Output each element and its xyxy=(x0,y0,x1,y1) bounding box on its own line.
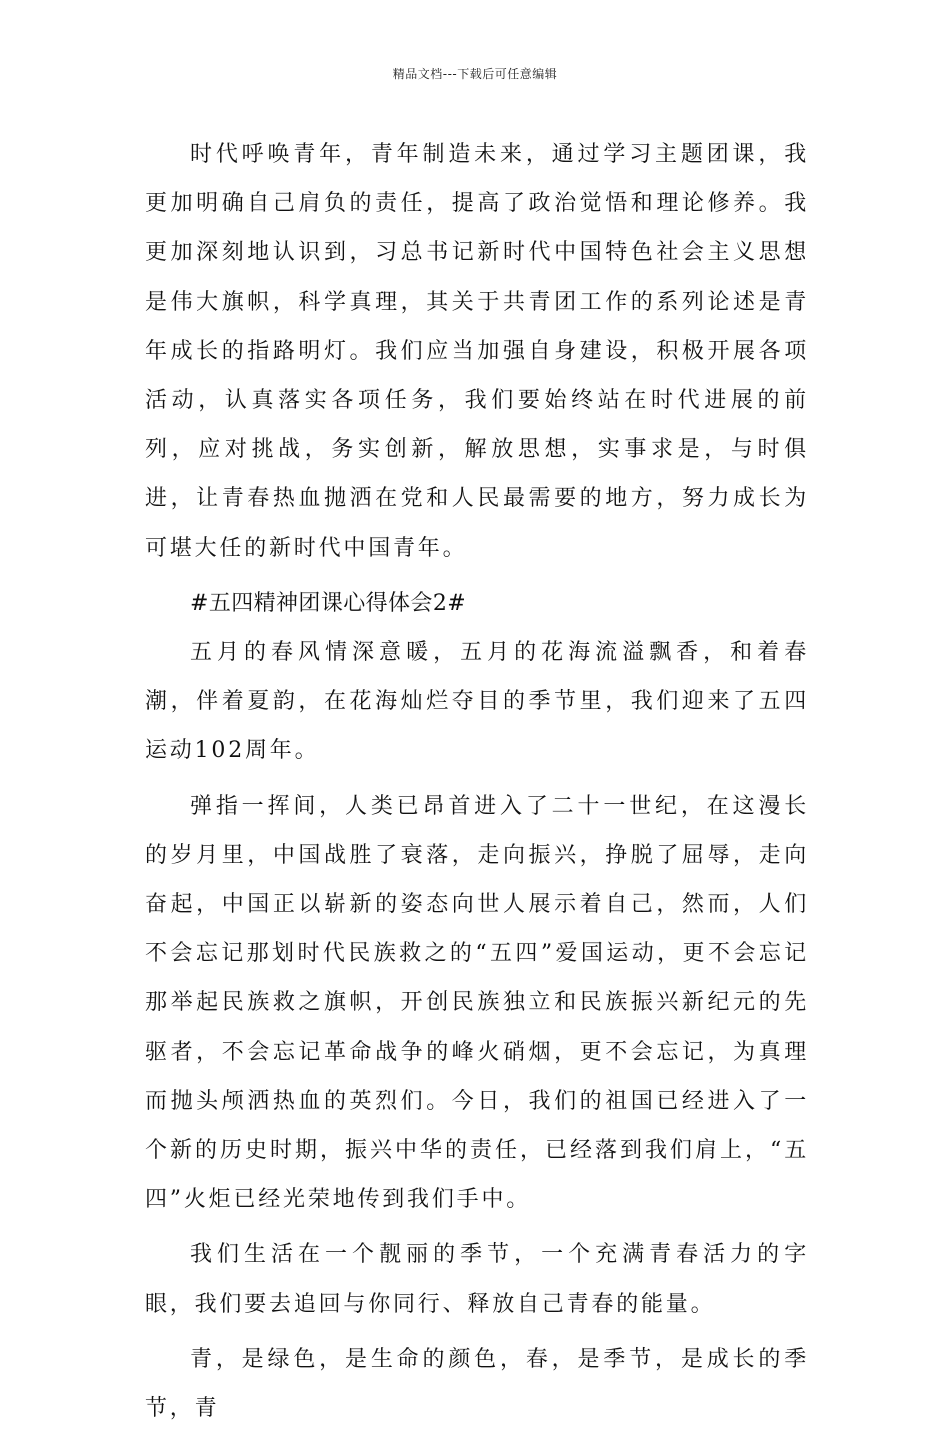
paragraph-4: 我们生活在一个靓丽的季节，一个充满青春活力的字眼，我们要去追回与你同行、释放自己青春的能量。 xyxy=(145,1242,809,1317)
page-header: 精品文档---下载后可任意编辑 xyxy=(392,67,558,81)
section-heading: #五四精神团课心得体会2# xyxy=(190,590,467,616)
paragraph-3: 弹指一挥间，人类已昂首进入了二十一世纪，在这漫长的岁月里，中国战胜了衰落，走向振兴，挣脱了屈辱，走向奋起，中国正以崭新的姿态向世人展示着自己，然而，人们不会忘记那划时代民族救之的“五四”爱国运动，更不会忘记那举起民族救之旗帜，开创民族独立和民族振兴新纪元的先驱者，不会忘记革命战争的峰火硝烟，更不会忘记，为真理而抛头颅洒热血的英烈们。今日，我们的祖国已经进入了一个新的历史时期，振兴中华的责任，已经落到我们肩上，“五四”火炬已经光荣地传到我们手中。 xyxy=(145,793,809,1213)
paragraph-1: 时代呼唤青年，青年制造未来，通过学习主题团课，我更加明确自己肩负的责任，提高了政治觉悟和理论修养。我更加深刻地认识到，习总书记新时代中国特色社会主义思想是伟大旗帜，科学真理，其关于共青团工作的系列论述是青年成长的指路明灯。我们应当加强自身建设，积极开展各项活动，认真落实各项任务，我们要始终站在时代进展的前列，应对挑战，务实创新，解放思想，实事求是，与时俱进，让青春热血抛洒在党和人民最需要的地方，努力成长为可堪大任的新时代中国青年。 xyxy=(145,142,809,561)
document-body xyxy=(145,130,809,1433)
paragraph-5: 青，是绿色，是生命的颜色，春，是季节，是成长的季节，青 xyxy=(145,1346,809,1422)
paragraph-2: 五月的春风情深意暖，五月的花海流溢飘香，和着春潮，伴着夏韵，在花海灿烂夺目的季节里，我们迎来了五四运动102周年。 xyxy=(145,640,809,764)
